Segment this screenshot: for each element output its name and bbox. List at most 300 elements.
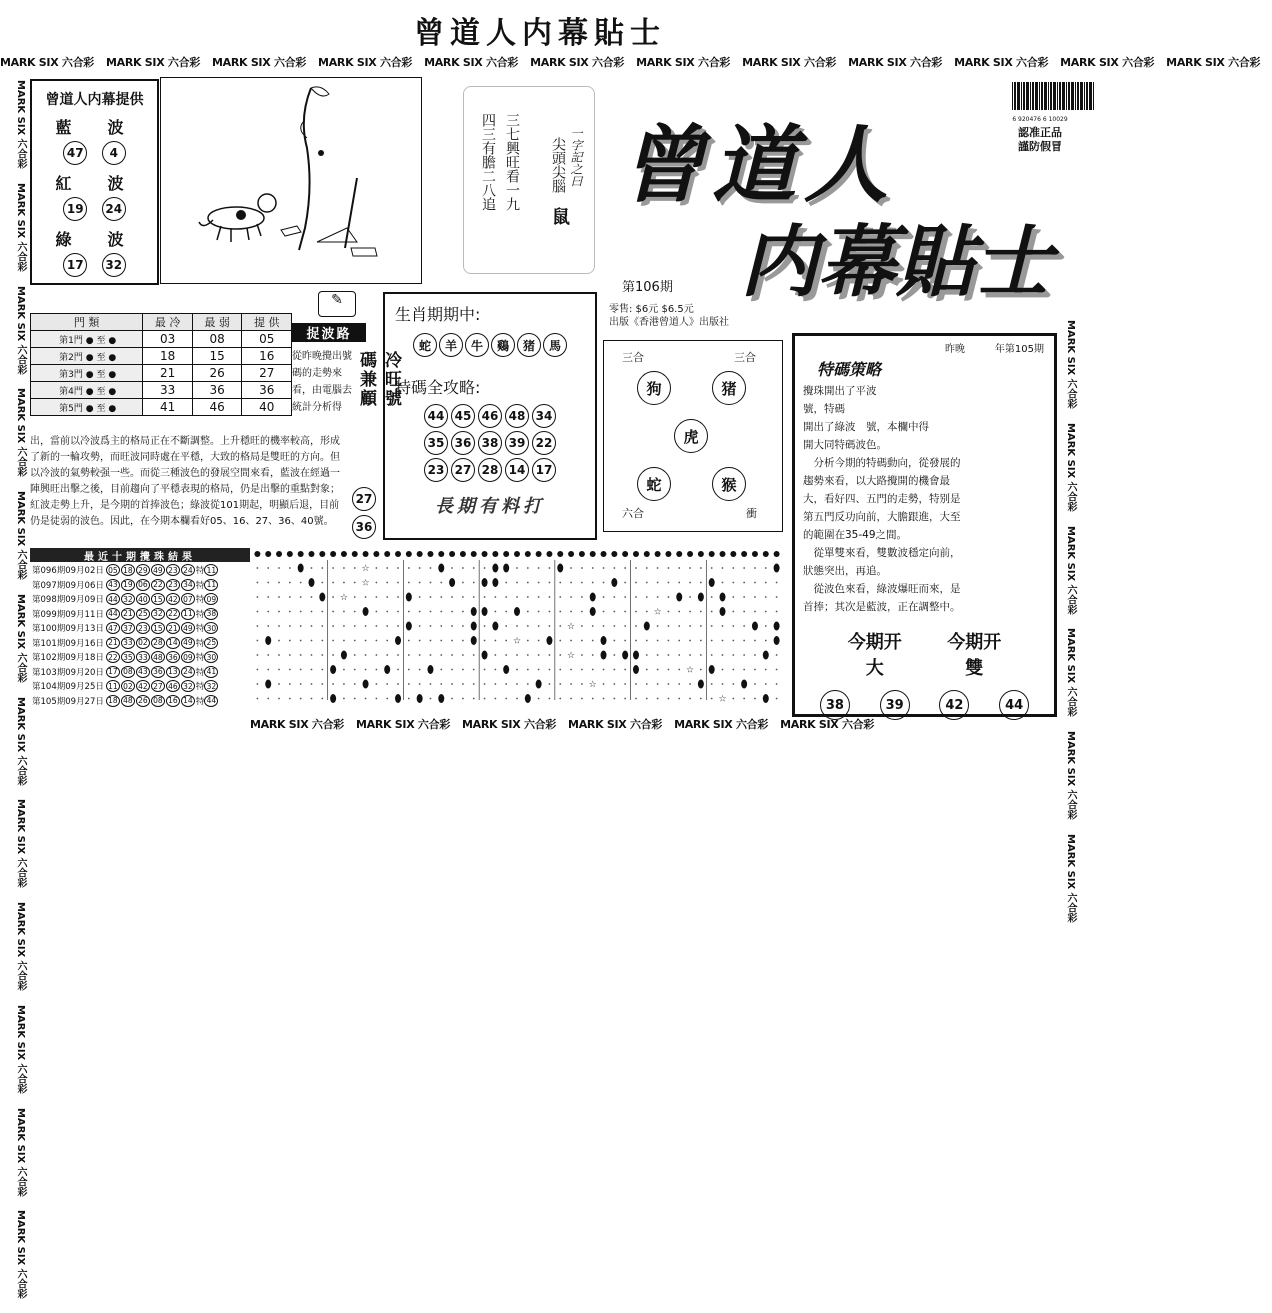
drawn-mark — [611, 578, 617, 587]
special-ball: 30 — [204, 651, 218, 663]
drawn-mark — [720, 593, 726, 602]
result-row — [32, 592, 250, 607]
empty-dot — [624, 669, 626, 671]
empty-dot — [678, 683, 680, 685]
drawn-mark — [330, 694, 336, 703]
empty-dot — [743, 698, 745, 700]
drawn-mark — [590, 593, 596, 602]
empty-dot — [321, 567, 323, 569]
red-wave-numbers — [32, 197, 157, 221]
open-label-1: 今期开 — [847, 632, 902, 653]
price-line: 零售: $6元 $6.5元 — [609, 304, 694, 315]
result-row — [32, 636, 250, 651]
empty-dot — [635, 698, 637, 700]
result-ball: 23 — [166, 564, 180, 576]
empty-dot — [711, 596, 713, 598]
results-title: 最近十期攪珠結果 — [30, 548, 250, 562]
riddle-answer: 鼠 — [552, 207, 570, 228]
brand-strip-left — [6, 80, 28, 1299]
sanhe-box — [603, 340, 783, 532]
brand-mark: MARK SIX 六合彩 — [424, 56, 519, 69]
empty-dot — [257, 640, 259, 642]
empty-dot — [267, 611, 269, 613]
empty-dot — [451, 625, 453, 627]
gate-table — [30, 313, 292, 431]
empty-dot — [754, 654, 756, 656]
header-dot — [449, 551, 455, 557]
empty-dot — [473, 596, 475, 598]
drawn-mark — [482, 607, 488, 616]
result-ball: 42 — [136, 680, 150, 692]
number-ball: 34 — [532, 404, 556, 428]
issue: 第102期 — [32, 653, 66, 664]
empty-dot — [559, 669, 561, 671]
empty-dot — [505, 654, 507, 656]
empty-dot — [257, 611, 259, 613]
empty-dot — [549, 582, 551, 584]
result-ball: 18 — [106, 695, 120, 707]
empty-dot — [603, 582, 605, 584]
empty-dot — [278, 654, 280, 656]
empty-dot — [689, 611, 691, 613]
zodiac-dog: 狗 — [637, 371, 671, 405]
empty-dot — [570, 596, 572, 598]
riddle-scroll — [463, 86, 595, 274]
empty-dot — [451, 654, 453, 656]
empty-dot — [462, 596, 464, 598]
empty-dot — [624, 698, 626, 700]
special-label: 特 — [195, 624, 205, 635]
date: 09月20日 — [65, 667, 104, 678]
result-ball: 43 — [106, 579, 120, 591]
special-star: ☆ — [567, 622, 576, 632]
number-ball: 35 — [424, 431, 448, 455]
gate-cell: 第5門 ● 至 ● — [31, 399, 143, 416]
header-dot — [417, 551, 423, 557]
empty-dot — [397, 567, 399, 569]
result-ball: 22 — [166, 608, 180, 620]
empty-dot — [538, 611, 540, 613]
empty-dot — [440, 640, 442, 642]
empty-dot — [559, 640, 561, 642]
empty-dot — [678, 625, 680, 627]
empty-dot — [592, 625, 594, 627]
empty-dot — [484, 567, 486, 569]
strategy-top-right: 年第105期 — [994, 344, 1044, 355]
empty-dot — [462, 611, 464, 613]
empty-dot — [538, 625, 540, 627]
result-ball: 34 — [181, 579, 195, 591]
brand-mark: MARK SIX 六合彩 — [15, 491, 26, 580]
empty-dot — [538, 669, 540, 671]
result-ball: 21 — [121, 608, 135, 620]
drawn-mark — [698, 680, 704, 689]
empty-dot — [722, 654, 724, 656]
zodiac-ball: 牛 — [465, 333, 489, 357]
barcode-bar — [1032, 82, 1034, 110]
number-ball: 22 — [532, 431, 556, 455]
header-dot — [752, 551, 758, 557]
riddle-line-2: 尖頭尖腦 — [550, 137, 566, 193]
brush-text: 長期有料打 — [435, 496, 545, 517]
barcode-bar — [1093, 82, 1094, 110]
empty-dot — [419, 567, 421, 569]
empty-dot — [538, 654, 540, 656]
empty-dot — [538, 596, 540, 598]
empty-dot — [462, 683, 464, 685]
empty-dot — [332, 625, 334, 627]
drawn-mark — [492, 578, 498, 587]
special-star: ☆ — [686, 665, 695, 676]
zodiac-tiger: 虎 — [674, 419, 708, 453]
result-ball: 15 — [151, 622, 165, 634]
date: 09月27日 — [65, 696, 104, 707]
empty-dot — [321, 640, 323, 642]
empty-dot — [386, 567, 388, 569]
special-ball: 11 — [204, 564, 218, 576]
empty-dot — [451, 669, 453, 671]
empty-dot — [267, 596, 269, 598]
number-ball: 27 — [451, 458, 475, 482]
empty-dot — [754, 611, 756, 613]
brand-mark: MARK SIX 六合彩 — [462, 718, 557, 731]
empty-dot — [332, 596, 334, 598]
barcode-bar — [1053, 82, 1056, 110]
empty-dot — [311, 654, 313, 656]
special-label: 特 — [195, 580, 205, 591]
empty-dot — [354, 582, 356, 584]
header-dot — [698, 551, 704, 557]
header-dot — [546, 551, 552, 557]
empty-dot — [484, 625, 486, 627]
empty-dot — [289, 596, 291, 598]
barcode-bar — [1017, 82, 1020, 110]
empty-dot — [311, 567, 313, 569]
special-label: 特 — [195, 566, 205, 577]
empty-dot — [711, 654, 713, 656]
empty-dot — [689, 596, 691, 598]
empty-dot — [257, 669, 259, 671]
empty-dot — [732, 698, 734, 700]
special-label: 特 — [195, 653, 205, 664]
tema-grid — [385, 404, 595, 482]
empty-dot — [549, 654, 551, 656]
empty-dot — [646, 654, 648, 656]
empty-dot — [516, 596, 518, 598]
drawn-mark — [503, 665, 509, 674]
special-label: 特 — [195, 682, 205, 693]
drawn-mark — [406, 622, 412, 631]
empty-dot — [440, 611, 442, 613]
empty-dot — [354, 683, 356, 685]
empty-dot — [581, 698, 583, 700]
result-ball: 08 — [121, 666, 135, 678]
strategy-line: 第五門反功向前，大膽跟進，大至 — [803, 511, 961, 523]
empty-dot — [613, 698, 615, 700]
result-ball: 06 — [136, 579, 150, 591]
brand-mark: MARK SIX 六合彩 — [0, 56, 95, 69]
empty-dot — [678, 669, 680, 671]
empty-dot — [689, 683, 691, 685]
empty-dot — [668, 669, 670, 671]
empty-dot — [343, 698, 345, 700]
empty-dot — [668, 654, 670, 656]
drawn-mark — [698, 593, 704, 602]
header-dot — [427, 551, 433, 557]
empty-dot — [278, 698, 280, 700]
drawn-mark — [741, 680, 747, 689]
cold-cell: 33 — [143, 382, 193, 399]
empty-dot — [505, 625, 507, 627]
empty-dot — [494, 669, 496, 671]
brand-mark: MARK SIX 六合彩 — [15, 1004, 26, 1094]
issue: 第096期 — [32, 566, 66, 577]
special-ball: 41 — [204, 666, 218, 678]
empty-dot — [559, 683, 561, 685]
empty-dot — [332, 567, 334, 569]
result-ball: 37 — [121, 622, 135, 634]
empty-dot — [386, 582, 388, 584]
barcode-bar — [1026, 82, 1029, 110]
empty-dot — [765, 596, 767, 598]
empty-dot — [430, 683, 432, 685]
table-row — [31, 331, 292, 348]
empty-dot — [257, 625, 259, 627]
barcode-bar — [1075, 82, 1076, 110]
special-ball: 30 — [204, 622, 218, 634]
number-ball: 42 — [939, 690, 969, 720]
publisher-line: 出版《香港曾道人》出版社 — [609, 317, 729, 328]
empty-dot — [289, 567, 291, 569]
empty-dot — [754, 683, 756, 685]
auth-text-1: 認准正品 — [1018, 126, 1062, 139]
empty-dot — [776, 683, 778, 685]
drawn-mark — [417, 694, 423, 703]
drawn-mark — [763, 694, 769, 703]
result-ball: 02 — [121, 680, 135, 692]
header-dot — [579, 551, 585, 557]
header-dot — [633, 551, 639, 557]
empty-dot — [722, 567, 724, 569]
empty-dot — [689, 640, 691, 642]
result-ball: 32 — [121, 593, 135, 605]
empty-dot — [559, 582, 561, 584]
empty-dot — [419, 640, 421, 642]
empty-dot — [549, 596, 551, 598]
zodiac-title: 生肖期期中: — [395, 305, 481, 324]
drawn-mark — [265, 636, 271, 645]
col-header: 門 類 — [31, 314, 143, 331]
empty-dot — [559, 596, 561, 598]
col-header: 提 供 — [242, 314, 292, 331]
empty-dot — [743, 567, 745, 569]
green-wave-numbers — [32, 253, 157, 277]
special-ball: 38 — [204, 608, 218, 620]
empty-dot — [646, 596, 648, 598]
empty-dot — [592, 654, 594, 656]
empty-dot — [538, 567, 540, 569]
offer-cell: 16 — [242, 348, 292, 365]
result-ball: 49 — [181, 622, 195, 634]
empty-dot — [635, 611, 637, 613]
issue: 第103期 — [32, 667, 66, 678]
brand-mark: MARK SIX 六合彩 — [1065, 833, 1076, 923]
table-row — [31, 348, 292, 365]
empty-dot — [516, 582, 518, 584]
empty-dot — [257, 683, 259, 685]
analysis-paragraph: 出，當前以冷波爲主的格局正在不斷調整。上升穩旺的機率較高，形成了新的一輪攻勢，而旺波同時處在平穩，大致的格局是雙旺的方向。但以冷波的氣勢較强一些。而從三種波色的發展空間來看，藍波在經過一陣興旺出擊之後，目前趨向了平穩表現的格局，仍是出擊的重點對象；紅波走勢上升，是今期的首捧波色；綠波從101期起，明顯后退，目前仍是徒弱的波色。因此，在今期本欄看好05、16、27、36、40號。 — [30, 436, 340, 527]
empty-dot — [668, 567, 670, 569]
empty-dot — [375, 654, 377, 656]
drawn-mark — [546, 636, 552, 645]
drawn-mark — [482, 651, 488, 660]
empty-dot — [700, 625, 702, 627]
drawn-mark — [503, 564, 509, 573]
issue: 第098期 — [32, 595, 66, 606]
empty-dot — [776, 582, 778, 584]
empty-dot — [570, 582, 572, 584]
result-ball: 28 — [151, 637, 165, 649]
header-dot — [395, 551, 401, 557]
header-dot — [611, 551, 617, 557]
drawn-mark — [536, 680, 542, 689]
barcode-bar — [1039, 82, 1040, 110]
empty-dot — [484, 596, 486, 598]
result-ball: 15 — [151, 593, 165, 605]
drawn-mark — [644, 622, 650, 631]
empty-dot — [624, 567, 626, 569]
empty-dot — [408, 698, 410, 700]
empty-dot — [722, 669, 724, 671]
empty-dot — [321, 654, 323, 656]
empty-dot — [365, 669, 367, 671]
empty-dot — [538, 698, 540, 700]
drawn-mark — [363, 607, 369, 616]
empty-dot — [419, 625, 421, 627]
empty-dot — [581, 640, 583, 642]
empty-dot — [722, 640, 724, 642]
table-row — [31, 399, 292, 416]
offer-cell: 05 — [242, 331, 292, 348]
empty-dot — [300, 640, 302, 642]
empty-dot — [484, 683, 486, 685]
empty-dot — [549, 698, 551, 700]
empty-dot — [678, 640, 680, 642]
empty-dot — [592, 640, 594, 642]
empty-dot — [549, 611, 551, 613]
empty-dot — [397, 625, 399, 627]
empty-dot — [440, 654, 442, 656]
empty-dot — [419, 654, 421, 656]
empty-dot — [592, 669, 594, 671]
empty-dot — [332, 640, 334, 642]
drawn-mark — [363, 680, 369, 689]
barcode-bar — [1044, 82, 1047, 110]
empty-dot — [743, 596, 745, 598]
empty-dot — [365, 625, 367, 627]
empty-dot — [722, 625, 724, 627]
empty-dot — [538, 582, 540, 584]
empty-dot — [408, 669, 410, 671]
empty-dot — [613, 596, 615, 598]
empty-dot — [613, 567, 615, 569]
empty-dot — [300, 683, 302, 685]
result-ball: 48 — [121, 695, 135, 707]
empty-dot — [397, 669, 399, 671]
brand-mark: MARK SIX 六合彩 — [1065, 525, 1076, 615]
empty-dot — [278, 567, 280, 569]
zodiac-ball: 鷄 — [491, 333, 515, 357]
empty-dot — [711, 611, 713, 613]
result-ball: 18 — [121, 564, 135, 576]
drawn-mark — [471, 636, 477, 645]
cold-cell: 03 — [143, 331, 193, 348]
empty-dot — [700, 611, 702, 613]
empty-dot — [386, 596, 388, 598]
empty-dot — [311, 611, 313, 613]
drawn-mark — [492, 622, 498, 631]
special-star: ☆ — [339, 593, 348, 603]
result-ball: 43 — [136, 666, 150, 678]
result-row — [32, 679, 250, 694]
empty-dot — [570, 611, 572, 613]
empty-dot — [408, 611, 410, 613]
empty-dot — [257, 654, 259, 656]
empty-dot — [267, 582, 269, 584]
drawn-mark — [330, 665, 336, 674]
barcode-bar — [1050, 82, 1052, 110]
empty-dot — [397, 582, 399, 584]
barcode-bar — [1021, 82, 1022, 110]
empty-dot — [311, 596, 313, 598]
header-dot — [330, 551, 336, 557]
header-dot — [373, 551, 379, 557]
header-dot — [525, 551, 531, 557]
special-label: 特 — [195, 638, 205, 649]
empty-dot — [451, 596, 453, 598]
zodiac-monkey: 猴 — [712, 467, 746, 501]
empty-dot — [343, 582, 345, 584]
special-ball: 11 — [204, 579, 218, 591]
empty-dot — [657, 683, 659, 685]
zodiac-ball: 馬 — [543, 333, 567, 357]
results-list — [32, 563, 250, 708]
empty-dot — [408, 683, 410, 685]
drawn-mark — [514, 607, 520, 616]
empty-dot — [732, 596, 734, 598]
empty-dot — [354, 596, 356, 598]
special-star: ☆ — [361, 564, 370, 574]
empty-dot — [311, 669, 313, 671]
header-dot — [276, 551, 282, 557]
empty-dot — [354, 669, 356, 671]
auth-text-2: 謹防假冒 — [1018, 140, 1062, 153]
brand-mark: MARK SIX 六合彩 — [250, 718, 345, 731]
empty-dot — [732, 669, 734, 671]
barcode-bar — [1035, 82, 1038, 110]
empty-dot — [624, 596, 626, 598]
header-dot — [265, 551, 271, 557]
drawn-mark — [492, 564, 498, 573]
gate-cell: 第2門 ● 至 ● — [31, 348, 143, 365]
sanhe-label: 衝 — [746, 507, 757, 520]
result-ball: 23 — [136, 622, 150, 634]
drawn-mark — [438, 564, 444, 573]
empty-dot — [289, 654, 291, 656]
empty-dot — [700, 698, 702, 700]
color-tips-panel — [30, 79, 159, 285]
empty-dot — [289, 669, 291, 671]
